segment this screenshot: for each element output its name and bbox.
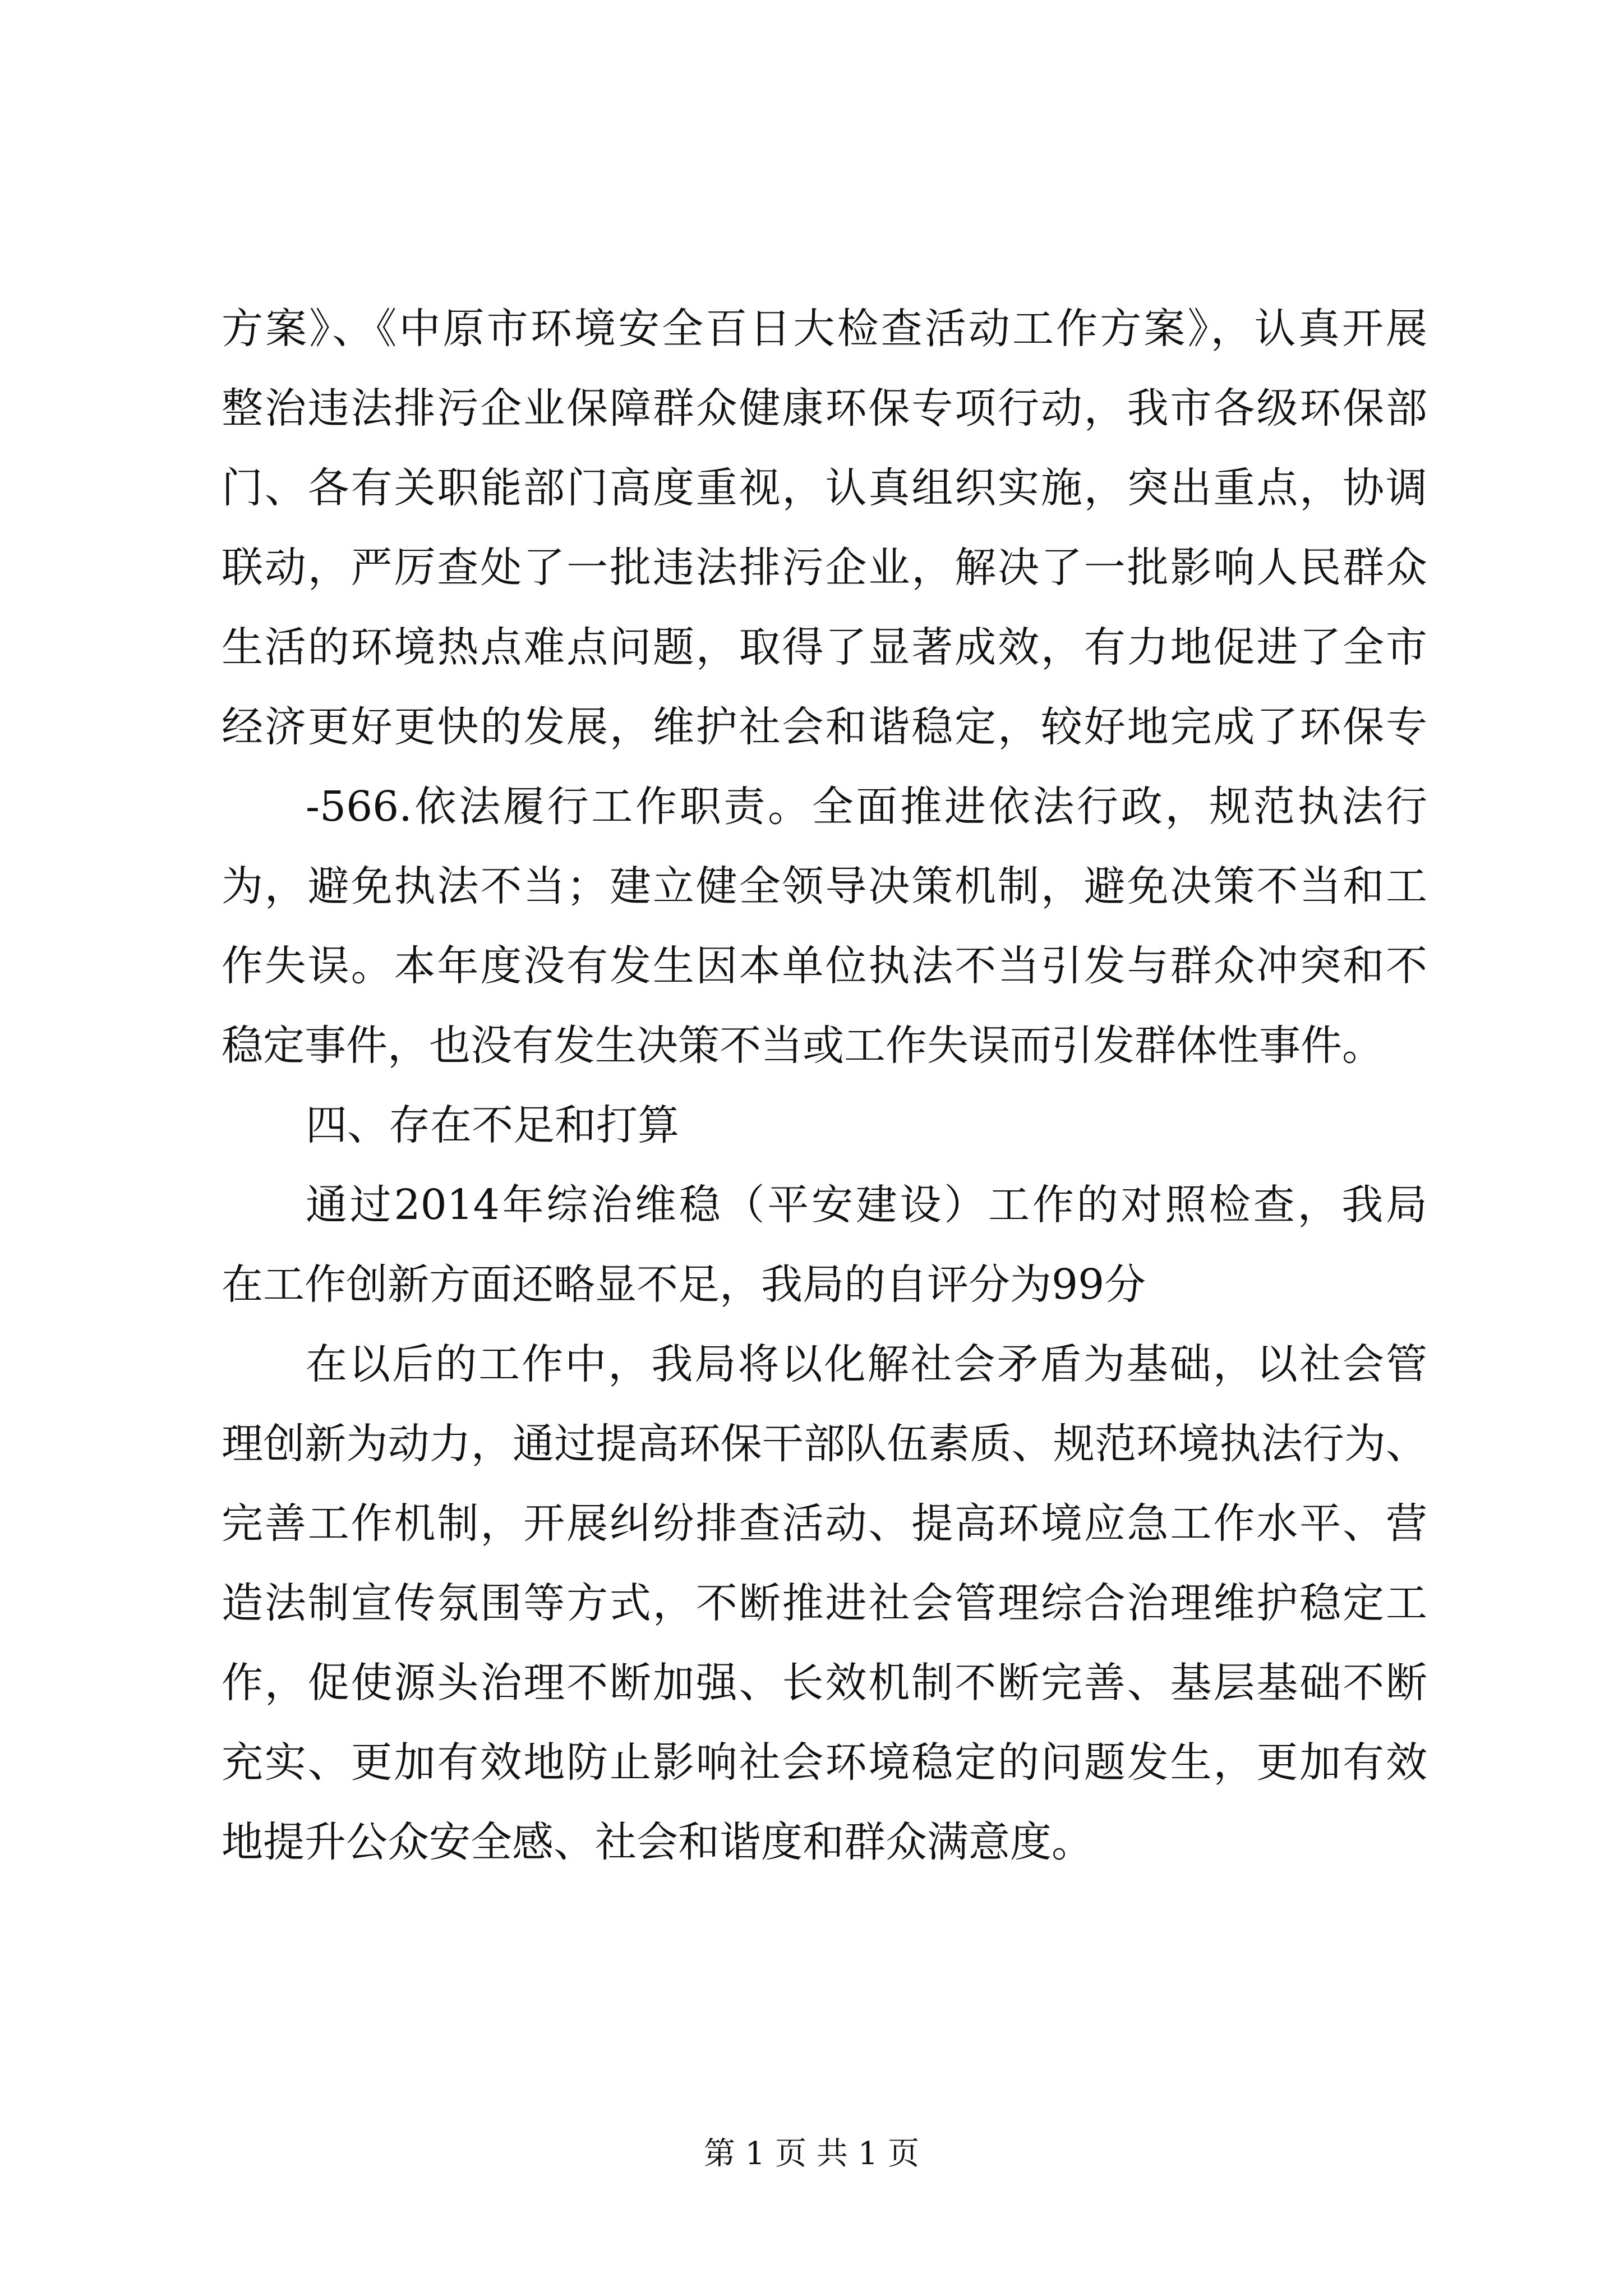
text-line: 稳定事件，也没有发生决策不当或工作失误而引发群体性事件。 — [222, 1022, 1384, 1070]
text-line: 生活的环境热点难点问题，取得了显著成效，有力地促进了全市 — [222, 623, 1427, 671]
text-line: 完善工作机制，开展纠纷排查活动、提高环境应急工作水平、营 — [222, 1499, 1427, 1548]
page-footer: 第 1 页 共 1 页 — [703, 2136, 920, 2172]
text-line: 作失误。本年度没有发生因本单位执法不当引发与群众冲突和不 — [222, 942, 1427, 990]
text-line: 门、各有关职能部门高度重视，认真组织实施，突出重点，协调 — [222, 464, 1427, 512]
text-line: 整治违法排污企业保障群众健康环保专项行动，我市各级环保部 — [222, 384, 1427, 432]
text-line: 地提升公众安全感、社会和谐度和群众满意度。 — [222, 1818, 1093, 1866]
section-heading: 四、存在不足和打算 — [306, 1101, 679, 1149]
text-line: 经济更好更快的发展，维护社会和谐稳定，较好地完成了环保专 — [222, 703, 1427, 751]
text-line: 方案》、《中原市环境安全百日大检查活动工作方案》，认真开展 — [222, 305, 1427, 353]
text-line: 通过2014年综治维稳（平安建设）工作的对照检查，我局 — [306, 1181, 1427, 1229]
text-line: -566.依法履行工作职责。全面推进依法行政，规范执法行 — [306, 783, 1427, 831]
text-line: 充实、更加有效地防止影响社会环境稳定的问题发生，更加有效 — [222, 1738, 1427, 1787]
document-body — [222, 289, 1427, 1882]
text-line: 在工作创新方面还略显不足，我局的自评分为99分 — [222, 1260, 1146, 1309]
text-line: 在以后的工作中，我局将以化解社会矛盾为基础，以社会管 — [306, 1340, 1427, 1388]
text-line: 造法制宣传氛围等方式，不断推进社会管理综合治理维护稳定工 — [222, 1579, 1427, 1627]
text-line: 为，避免执法不当；建立健全领导决策机制，避免决策不当和工 — [222, 862, 1427, 910]
text-line: 作，促使源头治理不断加强、长效机制不断完善、基层基础不断 — [222, 1659, 1427, 1707]
text-line: 联动，严厉查处了一批违法排污企业，解决了一批影响人民群众 — [222, 544, 1427, 592]
text-line: 理创新为动力，通过提高环保干部队伍素质、规范环境执法行为、 — [222, 1420, 1427, 1468]
